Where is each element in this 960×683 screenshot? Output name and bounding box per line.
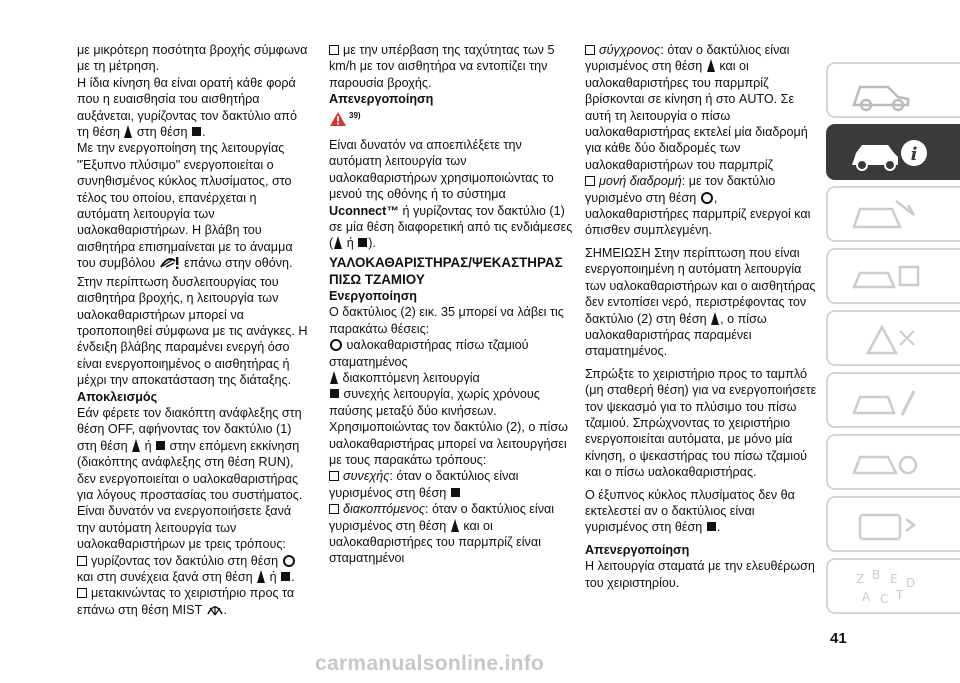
section-heading: Αποκλεισμός — [77, 389, 158, 404]
bullet-box-icon — [77, 556, 87, 566]
paragraph: Είναι δυνατόν να ενεργοποιήσετε ξανά την αυτόματη λειτουργία των υαλοκαθαριστήρων με τρεις τρόπους: — [77, 504, 292, 552]
wiper-off-icon — [283, 555, 295, 567]
rain-sensor-low-icon — [334, 236, 342, 249]
bullet-item: με την υπέρβαση της ταχύτητας των 5 km/h με τον αισθητήρα να εντοπίζει την παρουσία βροχής. — [329, 43, 555, 90]
bullet-box-icon — [585, 45, 595, 55]
bullet-box-icon — [329, 45, 339, 55]
section-heading: Ενεργοποίηση — [329, 288, 418, 303]
rain-sensor-low-icon — [124, 125, 132, 138]
svg-text:A: A — [862, 590, 871, 604]
tab-warning-lights[interactable] — [826, 310, 960, 366]
bullet-item: συνεχής: όταν ο δακτύλιος είναι γυρισμένος στη θέση — [329, 469, 519, 500]
intermittent-wiper-icon — [451, 519, 459, 532]
section-heading: Απενεργοποίηση — [585, 542, 690, 557]
wiper-off-icon — [330, 339, 342, 351]
position-item: συνεχής λειτουργία, χωρίς χρόνους παύσης μεταξύ δύο κινήσεων. — [329, 387, 540, 418]
car-safety-icon — [848, 195, 928, 237]
intermittent-wiper-icon — [330, 371, 338, 384]
dashboard-car-icon — [848, 71, 928, 113]
svg-text:i: i — [910, 144, 918, 165]
tab-maintenance[interactable] — [826, 434, 960, 490]
text-column-2 — [329, 42, 574, 567]
svg-text:T: T — [896, 588, 904, 602]
tab-multimedia[interactable] — [826, 496, 960, 552]
section-heading: Απενεργοποίηση — [329, 92, 434, 107]
wrench-car-icon — [848, 381, 928, 423]
warning-ref-number: 39) — [349, 110, 361, 120]
paragraph: Ο δακτύλιος (2) εικ. 35 μπορεί να λάβει τις παρακάτω θέσεις: — [329, 305, 564, 336]
rain-sensor-low-icon — [132, 439, 140, 452]
paragraph: Εάν φέρετε τον διακόπτη ανάφλεξης στη θέση OFF, αφήνοντας τον δακτύλιο (1) στη θέση ή στην επόμενη εκκίνηση (διακόπτης ανάφλεξης στη θέση RUN), δεν ενεργοποιείται ο υαλοκαθαριστήρας για λόγους προστασίας του συστήματος. — [77, 405, 303, 502]
bullet-item: γυρίζοντας τον δακτύλιο στη θέση και στη συνέχεια ξανά στη θέση ή . — [77, 553, 295, 584]
bullet-box-icon — [329, 471, 339, 481]
bullet-box-icon — [585, 176, 595, 186]
svg-text:D: D — [906, 576, 916, 590]
svg-text:C: C — [880, 592, 889, 606]
paragraph: Ο έξυπνος κύκλος πλυσίματος δεν θα εκτελεστεί αν ο δακτύλιος είναι γυρισμένος στη θέση . — [585, 487, 795, 535]
multimedia-icon — [848, 505, 928, 547]
continuous-wiper-icon — [330, 389, 339, 398]
warning-reference — [329, 111, 574, 131]
car-road-icon — [848, 257, 928, 299]
index-letters-icon — [848, 567, 928, 609]
rain-sensor-high-icon — [281, 572, 290, 581]
paragraph: Με την ενεργοποίηση της λειτουργίας "Έξυπνο πλύσιμο" ενεργοποιείται ο συνηθισμένος κύκλος πλυσίματος, στο τέλος του οποίου, επανέρχεται η αυτόματη λειτουργία των υαλοκαθαριστήρων. Η βλάβη του αισθητήρα επισημαίνεται με το άναμμα του συμβόλου επάνω στην οθόνη. Στην περίπτωση δυσλειτουργίας του αισθητήρα βροχής, η λειτουργία των υαλοκαθαριστήρων μπορεί να τροποποιηθεί σύμφωνα με τις ανάγκες. Η ένδειξη βλάβης παραμένει ενεργή όσο είναι ενεργοποιημένος ο αισθητήρας ή μέχρι την αποκατάσταση της διάταξης. — [77, 141, 308, 388]
bullet-item: μετακινώντας το χειριστήριο προς τα επάνω στη θέση MIST . — [77, 585, 312, 620]
tab-dashboard[interactable] — [826, 62, 960, 118]
position-item: διακοπτόμενη λειτουργία — [329, 370, 574, 386]
page-number: 41 — [830, 630, 847, 647]
bullet-item: σύγχρονος: όταν ο δακτύλιος είναι γυρισμένος στη θέση και οι υαλοκαθαριστήρες του παρμπρίζ βρίσκονται σε κίνηση ή στο AUTO. Σε αυτή τη λειτουργία ο πίσω υαλοκαθαριστήρας εκτελεί μία διαδρομή για κάθε δύο διαδρομές των υαλοκαθαριστήρων του παρμπρίζ — [585, 43, 808, 172]
note-paragraph: ΣΗΜΕΙΩΣΗ Στην περίπτωση που είναι ενεργοποιημένη η αυτόματη λειτουργία των υαλοκαθαριστήρων και ο αισθητήρας δεν εντοπίσει νερό, περιστρέφοντας τον δακτύλιο (2) στη θέση , ο πίσω υαλοκαθαριστήρας παραμένει σταματημένος. — [585, 245, 816, 359]
paragraph: Η ίδια κίνηση θα είναι ορατή κάθε φορά που η ευαισθησία του αισθητήρα αυξάνεται, γυρίζοντας τον δακτύλιο από τη θέση στη θέση . — [77, 75, 297, 140]
svg-text:E: E — [890, 572, 898, 586]
wiper-off-icon — [701, 192, 713, 204]
continuous-wiper-icon — [451, 488, 460, 497]
rain-sensor-low-icon — [257, 570, 265, 583]
car-specs-icon — [848, 443, 928, 485]
warning-triangle-icon — [329, 111, 347, 131]
rain-sensor-high-icon — [192, 127, 201, 136]
mist-wiper-icon — [207, 603, 223, 620]
tab-index[interactable] — [826, 558, 960, 614]
text-column-1 — [77, 42, 312, 620]
tab-safety[interactable] — [826, 186, 960, 242]
rain-sensor-fault-icon — [160, 257, 180, 273]
tab-driving[interactable] — [826, 248, 960, 304]
svg-text:Z: Z — [856, 572, 865, 586]
paragraph: Η λειτουργία σταματά με την ελευθέρωση του χειριστηρίου. — [585, 559, 815, 590]
text-column-3 — [585, 42, 820, 591]
continuous-wiper-icon — [707, 522, 716, 531]
rain-sensor-high-icon — [156, 441, 165, 450]
rain-sensor-high-icon — [358, 238, 367, 247]
svg-text:B: B — [872, 568, 881, 582]
paragraph: Σπρώξτε το χειριστήριο προς το ταμπλό (μη σταθερή θέση) για να ενεργοποιήσετε τον ψεκασμό για το πλύσιμο του πίσω τζαμιού. Σπρώχνοντας το χειριστήριο ενεργοποιείται αυτόματα, με μόνο μία κίνηση, ο ψεκαστήρας του πίσω τζαμιού και ο πίσω υαλοκαθαριστήρας. — [585, 366, 817, 480]
intermittent-wiper-icon — [711, 312, 719, 325]
paragraph: Χρησιμοποιώντας τον δακτύλιο (2), ο πίσω υαλοκαθαριστήρας μπορεί να λειτουργήσει με τους παρακάτω τρόπους: — [329, 420, 568, 467]
chapter-heading: ΥΑΛΟΚΑΘΑΡΙΣΤΗΡΑΣ/ΨΕΚΑΣΤΗΡΑΣ ΠΙΣΩ ΤΖΑΜΙΟΥ — [329, 254, 563, 287]
tab-car-info[interactable] — [826, 124, 960, 180]
bullet-item: διακοπτόμενος: όταν ο δακτύλιος είναι γυρισμένος στη θέση και οι υαλοκαθαριστήρες του παρμπρίζ είναι σταματημένοι — [329, 502, 555, 566]
bullet-item: μονή διαδρομή: με τον δακτύλιο γυρισμένο στη θέση , υαλοκαθαριστήρες παρμπρίζ ενεργοί και όπισθεν συμπλεγμένη. — [585, 174, 811, 238]
bullet-box-icon — [77, 588, 87, 598]
watermark: carmanualsonline.info — [315, 652, 545, 675]
tab-emergency[interactable] — [826, 372, 960, 428]
warning-light-icon — [848, 319, 928, 361]
position-item: υαλοκαθαριστήρας πίσω τζαμιού σταματημένος — [329, 338, 529, 369]
car-info-icon — [848, 133, 928, 175]
bullet-box-icon — [329, 504, 339, 514]
paragraph: με μικρότερη ποσότητα βροχής σύμφωνα με τη μέτρηση. — [77, 43, 308, 74]
paragraph: Είναι δυνατόν να αποεπιλέξετε την αυτόματη λειτουργία των υαλοκαθαριστήρων χρησιμοποιώντας το μενού της οθόνης ή το σύστημα Uconnect™ ή γυρίζοντας τον δακτύλιο (1) σε μία θέση διαφορετική από τις ενδιάμεσες ( ή ). — [329, 138, 573, 251]
intermittent-wiper-icon — [707, 59, 715, 72]
